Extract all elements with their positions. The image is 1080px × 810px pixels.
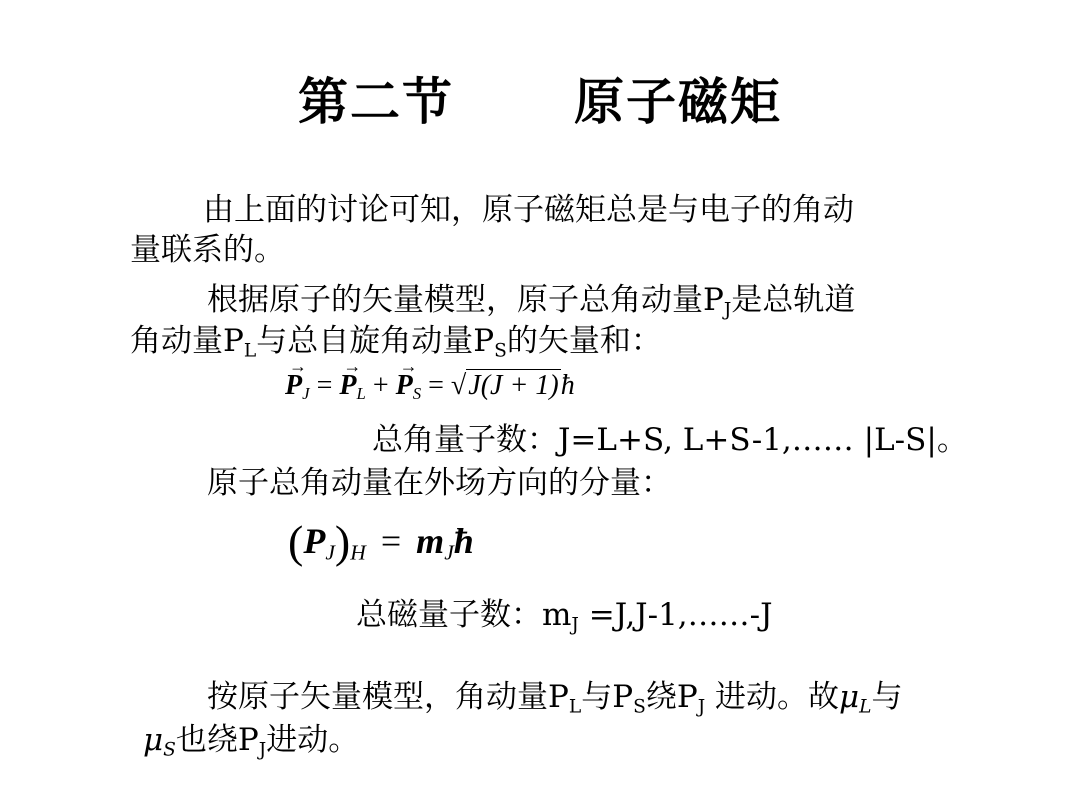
paragraph-1-line-1: 由上面的讨论可知，原子磁矩总是与电子的角动 bbox=[203, 192, 854, 228]
sqrt-sign: √ bbox=[450, 370, 467, 401]
paragraph-2-line-1: 根据原子的矢量模型，原子总角动量$P_J$是总轨道 bbox=[207, 282, 856, 321]
equation-field-component: $(P_J)_H$ = $m_Jħ$ bbox=[288, 516, 474, 567]
paragraph-4-line-1: 按原子矢量模型，角动量$P_L$与$P_S$绕$P_J$ 进动。故$\mu_L$与 bbox=[207, 679, 903, 718]
paragraph-3: 原子总角动量在外场方向的分量： bbox=[207, 465, 672, 501]
title-topic: 原子磁矩 bbox=[574, 72, 782, 131]
sqrt-radicand: J(J + 1) bbox=[468, 370, 559, 401]
hbar: ħ bbox=[560, 370, 575, 401]
total-angular-quantum-number: 总角量子数：J=L+S, L+S-1,…… |L-S|。 bbox=[372, 422, 968, 458]
page-title bbox=[0, 62, 1080, 134]
total-magnetic-quantum-number: 总磁量子数：$m_J$ =J,J-1,……-J bbox=[356, 597, 773, 636]
title-section: 第二节 bbox=[298, 72, 454, 131]
equation-total-angular-momentum: → $P_J$ = → $P_L$ + → $P_S = √J(J$ + 1)ħ bbox=[285, 368, 575, 404]
paragraph-2-line-2: 角动量$P_L$与总自旋角动量$P_S$的矢量和： bbox=[130, 323, 662, 362]
paragraph-4-line-2: $\mu_S$也绕$P_J$进动。 bbox=[143, 722, 360, 761]
paragraph-1-line-2: 量联系的。 bbox=[130, 232, 285, 268]
